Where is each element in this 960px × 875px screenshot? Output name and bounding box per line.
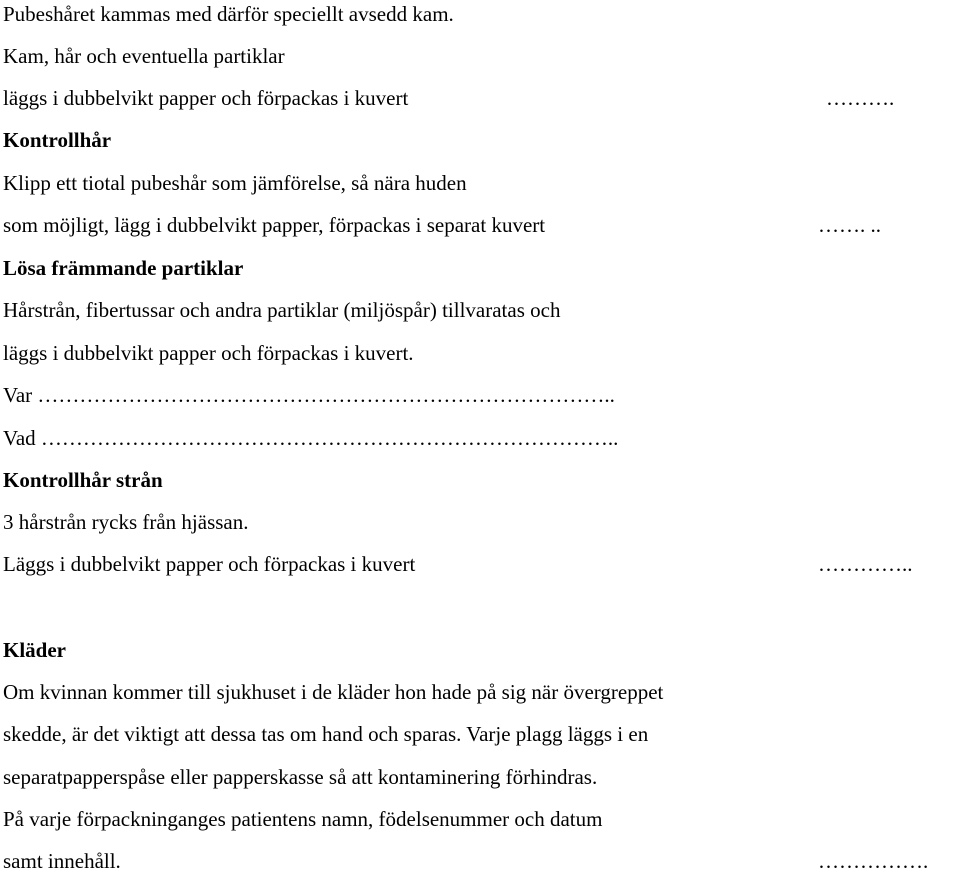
fill-dots-2: ……. .. (818, 213, 881, 237)
fill-dots-4: ……………. (818, 849, 929, 873)
text-line-comb-hair: Kam, hår och eventuella partiklar (3, 44, 285, 68)
fill-dots-3: ………….. (818, 552, 913, 576)
fill-dots-1: ………. (826, 86, 895, 110)
text-line-clothes-1: Om kvinnan kommer till sjukhuset i de kläder hon hade på sig när övergreppet (3, 680, 664, 704)
text-line-clothes-2: skedde, är det viktigt att dessa tas om hand och sparas. Varje plagg läggs i en (3, 722, 649, 746)
text-line-clothes-4: På varje förpackninganges patientens namn, födelsenummer och datum (3, 807, 603, 831)
heading-kontrollhar-stran: Kontrollhår strån (3, 468, 163, 492)
text-line-pluck: 3 hårstrån rycks från hjässan. (3, 510, 249, 534)
text-line-envelope-3: Läggs i dubbelvikt papper och förpackas i kuvert (3, 552, 416, 576)
heading-klader: Kläder (3, 638, 66, 662)
text-line-envelope-1: läggs i dubbelvikt papper och förpackas i kuvert (3, 86, 409, 110)
text-line-clothes-5: samt innehåll. (3, 849, 121, 873)
field-vad: Vad ……………………………………………………………………….. (3, 426, 619, 450)
text-line-clothes-3: separatpapperspåse eller papperskasse så att kontaminering förhindras. (3, 765, 598, 789)
text-line-envelope-2: läggs i dubbelvikt papper och förpackas i kuvert. (3, 341, 414, 365)
heading-losa-partiklar: Lösa främmande partiklar (3, 256, 244, 280)
heading-kontrollhar: Kontrollhår (3, 128, 112, 152)
field-var: Var ……………………………………………………………………….. (3, 383, 615, 407)
text-line-combing: Pubeshåret kammas med därför speciellt avsedd kam. (3, 2, 454, 26)
text-line-fibers: Hårstrån, fibertussar och andra partiklar (miljöspår) tillvaratas och (3, 298, 561, 322)
text-line-separate-envelope: som möjligt, lägg i dubbelvikt papper, förpackas i separat kuvert (3, 213, 546, 237)
text-line-cut-hair: Klipp ett tiotal pubeshår som jämförelse, så nära huden (3, 171, 467, 195)
